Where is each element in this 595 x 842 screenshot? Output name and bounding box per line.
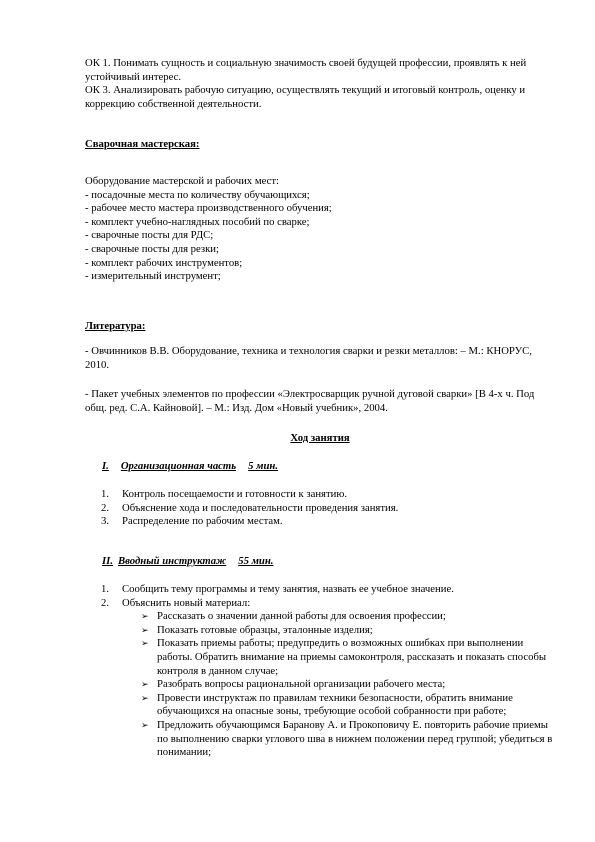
workshop-item: - комплект учебно-наглядных пособий по сварке; xyxy=(85,215,310,228)
sublist-item: ➢ Провести инструктаж по правилам техники безопасности, обратить внимание обучающихся на опасные зоны, требующие особой собранности при работе; xyxy=(141,691,513,718)
arrow-bullet-icon: ➢ xyxy=(141,638,149,649)
competency-ok3: ОК 3. Анализировать рабочую ситуацию, осуществлять текущий и итоговый контроль, оценку и коррекцию собственной деятельности. xyxy=(85,84,526,110)
part2-duration: 55 мин. xyxy=(238,555,274,567)
literature-heading: Литература: xyxy=(85,320,146,332)
sublist-item: ➢ Показать готовые образцы, эталонные изделия; xyxy=(141,623,373,636)
part2-roman: II. xyxy=(102,555,113,567)
part2-sublist xyxy=(85,610,555,760)
part1-heading-block xyxy=(85,460,555,474)
part1-list xyxy=(85,488,555,529)
literature-reference: - Пакет учебных элементов по профессии «Электросварщик ручной дуговой сварки» [В 4-х ч. Под общ. ред. С.А. Кайновой]. – М.: Изд. Дом «Новый учебник», 2004. xyxy=(85,388,535,414)
part1-heading xyxy=(85,460,555,474)
list-item: 1. Контроль посещаемости и готовности к занятию. xyxy=(101,488,348,500)
part2-heading xyxy=(85,555,555,569)
literature-item-1 xyxy=(85,345,555,372)
part2-list-block xyxy=(85,583,555,760)
sublist-item: ➢ Разобрать вопросы рациональной организации рабочего места; xyxy=(141,678,446,691)
competency-ok1: ОК 1. Понимать сущность и социальную значимость своей будущей профессии, проявлять к ней устойчивый интерес. xyxy=(85,57,527,83)
part1-title: Организационная часть xyxy=(120,460,237,472)
part1-roman: I. xyxy=(102,460,109,472)
workshop-item: - комплект рабочих инструментов; xyxy=(85,256,243,269)
list-item: 1. Сообщить тему программы и тему занятия, назвать ее учебное значение. xyxy=(101,583,454,595)
arrow-bullet-icon: ➢ xyxy=(141,692,149,703)
part2-heading-block xyxy=(85,555,555,569)
sublist-item: ➢ Рассказать о значении данной работы для освоения профессии; xyxy=(141,610,446,623)
arrow-bullet-icon: ➢ xyxy=(141,719,149,730)
literature-heading-block xyxy=(85,320,555,334)
list-item: 2. Объяснить новый материал: xyxy=(101,596,251,609)
workshop-heading: Сварочная мастерская: xyxy=(85,138,200,150)
sublist-item: ➢ Показать приемы работы; предупредить о возможных ошибках при выполнении работы. Обратить внимание на приемы самоконтроля, рассказать и показать способы контроля в данном случае; xyxy=(141,637,547,677)
workshop-item: - сварочные посты для резки; xyxy=(85,242,220,255)
workshop-heading-block xyxy=(85,138,555,152)
lesson-heading: Ход занятия xyxy=(290,432,350,444)
literature-reference: - Овчинников В.В. Оборудование, техника и технология сварки и резки металлов: – М.: КНОРУС, 2010. xyxy=(85,345,532,371)
part1-list-block xyxy=(85,488,555,529)
workshop-item: - рабочее место мастера производственного обучения; xyxy=(85,202,332,215)
literature-item-2 xyxy=(85,388,555,415)
workshop-intro: Оборудование мастерской и рабочих мест: xyxy=(85,175,279,187)
arrow-bullet-icon: ➢ xyxy=(141,679,149,690)
part1-duration: 5 мин. xyxy=(248,460,278,472)
part2-title: Вводный инструктаж xyxy=(118,555,227,567)
competencies-block xyxy=(85,57,555,111)
workshop-item: - сварочные посты для РДС; xyxy=(85,229,214,242)
workshop-item: - измерительный инструмент; xyxy=(85,270,221,283)
part2-list xyxy=(85,583,555,610)
list-item: 3. Распределение по рабочим местам. xyxy=(101,515,283,528)
workshop-item: - посадочные места по количеству обучающихся; xyxy=(85,188,310,201)
arrow-bullet-icon: ➢ xyxy=(141,624,149,635)
arrow-bullet-icon: ➢ xyxy=(141,611,149,622)
workshop-equipment xyxy=(85,175,555,284)
lesson-heading-block xyxy=(85,432,555,446)
list-item: 2. Объяснение хода и последовательности проведения занятия. xyxy=(101,501,399,514)
sublist-item: ➢ Предложить обучающимся Баранову А. и Прокоповичу Е. повторить рабочие приемы по выполнению сварки углового шва в нижнем положении перед группой; убедиться в понимании; xyxy=(141,718,553,759)
